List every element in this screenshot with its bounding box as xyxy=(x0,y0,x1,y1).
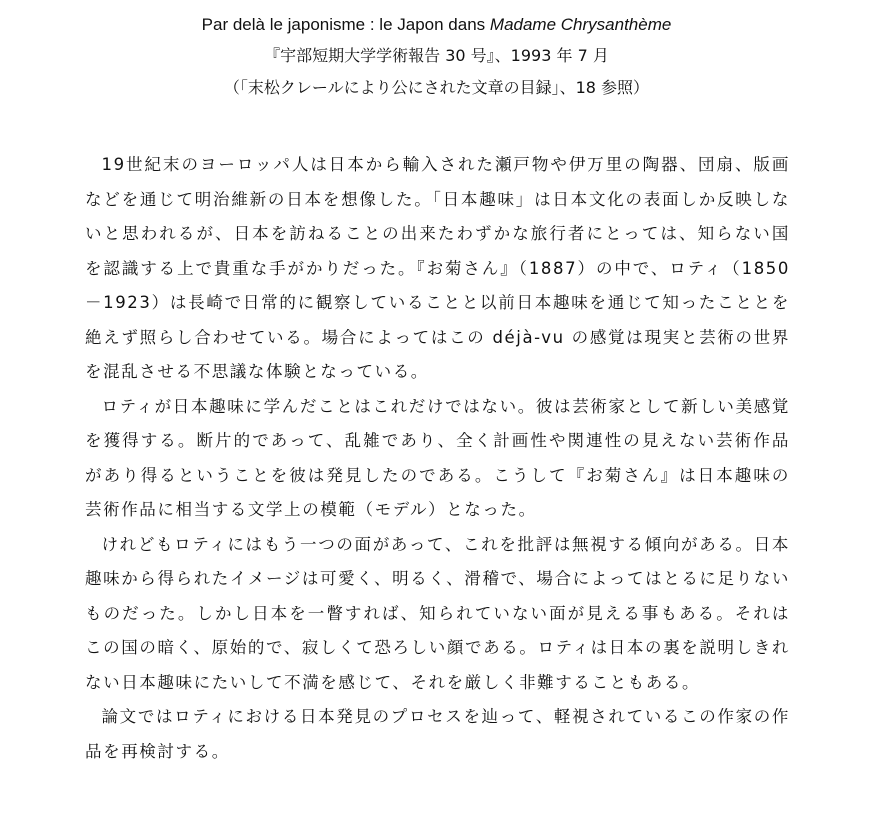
document-title xyxy=(0,13,873,37)
publication-info: 『宇部短期大学学術報告 30 号』、1993 年 7 月 xyxy=(264,46,609,65)
title-italic-text: Madame Chrysanthème xyxy=(489,15,672,34)
paragraph: けれどもロティにはもう一つの面があって、これを批評は無視する傾向がある。日本趣味から得られたイメージは可愛く、明るく、滑稽で、場合によってはとるに足りないものだった。しかし日本を一瞥すれば、知られていない面が見える事もある。それはこの国の暗く、原始的で、寂しくて恐ろしい顔である。ロティは日本の裏を説明しきれない日本趣味にたいして不満を感じて、それを厳しく非難することもある。 xyxy=(85,534,790,692)
title-text: Par delà le japonisme : le Japon dans xyxy=(201,15,490,34)
reference-note: （「末松クレールにより公にされた文章の目録」、18 参照） xyxy=(223,78,650,97)
paragraph: 19世紀末のヨーロッパ人は日本から輸入された瀬戸物や伊万里の陶器、団扇、版画などを通じて明治維新の日本を想像した。「日本趣味」は日本文化の表面しか反映しないと思われるが、日本を訪ねることの出来たわずかな旅行者にとっては、知らない国を認識する上で貴重な手がかりだった。『お菊さん』（1887）の中で、ロティ（1850－1923）は長崎で日常的に観察していることと以前日本趣味を通じて知ったこととを絶えず照らし合わせている。場合によってはこの déjà-vu の感覚は現実と芸術の世界を混乱させる不思議な体験となっている。 xyxy=(85,155,790,381)
paragraph: ロティが日本趣味に学んだことはこれだけではない。彼は芸術家として新しい美感覚を獲得する。断片的であって、乱雑であり、全く計画性や関連性の見えない芸術作品があり得るということを彼は発見したのである。こうして『お菊さん』は日本趣味の芸術作品に相当する文学上の模範（モデル）となった。 xyxy=(85,396,790,519)
abstract-body xyxy=(85,148,790,769)
paragraph: 論文ではロティにおける日本発見のプロセスを辿って、軽視されているこの作家の作品を再検討する。 xyxy=(85,707,790,761)
